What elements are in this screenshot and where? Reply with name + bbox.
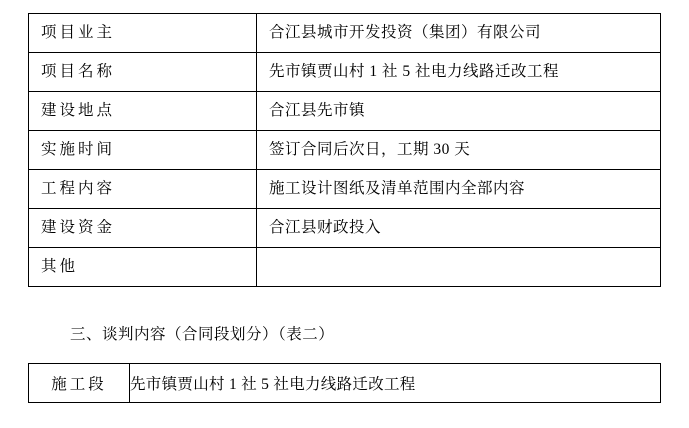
table-row <box>29 248 661 287</box>
row-label: 建设地点 <box>41 101 116 119</box>
table-row <box>29 364 661 403</box>
row-label-cell <box>29 170 257 209</box>
section-heading: 三、谈判内容（合同段划分）（表二） <box>70 326 335 343</box>
row-label-cell <box>29 14 257 53</box>
row-label-cell <box>29 92 257 131</box>
row-value-cell: 先市镇贾山村 1 社 5 社电力线路迁改工程 <box>257 53 661 92</box>
row-label: 实施时间 <box>41 140 116 158</box>
row-label: 项目名称 <box>41 62 116 80</box>
row-value-cell: 合江县城市开发投资（集团）有限公司 <box>257 14 661 53</box>
segment-table <box>28 363 661 403</box>
row-label-cell <box>29 248 257 287</box>
table-row <box>29 53 661 92</box>
row-value-cell: 合江县财政投入 <box>257 209 661 248</box>
row-value-cell: 合江县先市镇 <box>257 92 661 131</box>
table-row <box>29 170 661 209</box>
row-value-cell <box>257 248 661 287</box>
row-label-cell <box>29 209 257 248</box>
table-row <box>29 131 661 170</box>
segment-value-cell: 先市镇贾山村 1 社 5 社电力线路迁改工程 <box>130 364 661 403</box>
table-row <box>29 209 661 248</box>
row-label: 工程内容 <box>41 179 116 197</box>
project-info-table <box>28 13 661 287</box>
row-value-cell: 签订合同后次日，工期 30 天 <box>257 131 661 170</box>
row-label: 其他 <box>41 257 79 275</box>
table-row <box>29 92 661 131</box>
row-value-cell: 施工设计图纸及清单范围内全部内容 <box>257 170 661 209</box>
row-label-cell <box>29 53 257 92</box>
table-row <box>29 14 661 53</box>
row-label: 建设资金 <box>41 218 116 236</box>
row-label-cell <box>29 131 257 170</box>
segment-label-cell: 施工段 <box>29 364 130 403</box>
row-label: 项目业主 <box>41 23 116 41</box>
